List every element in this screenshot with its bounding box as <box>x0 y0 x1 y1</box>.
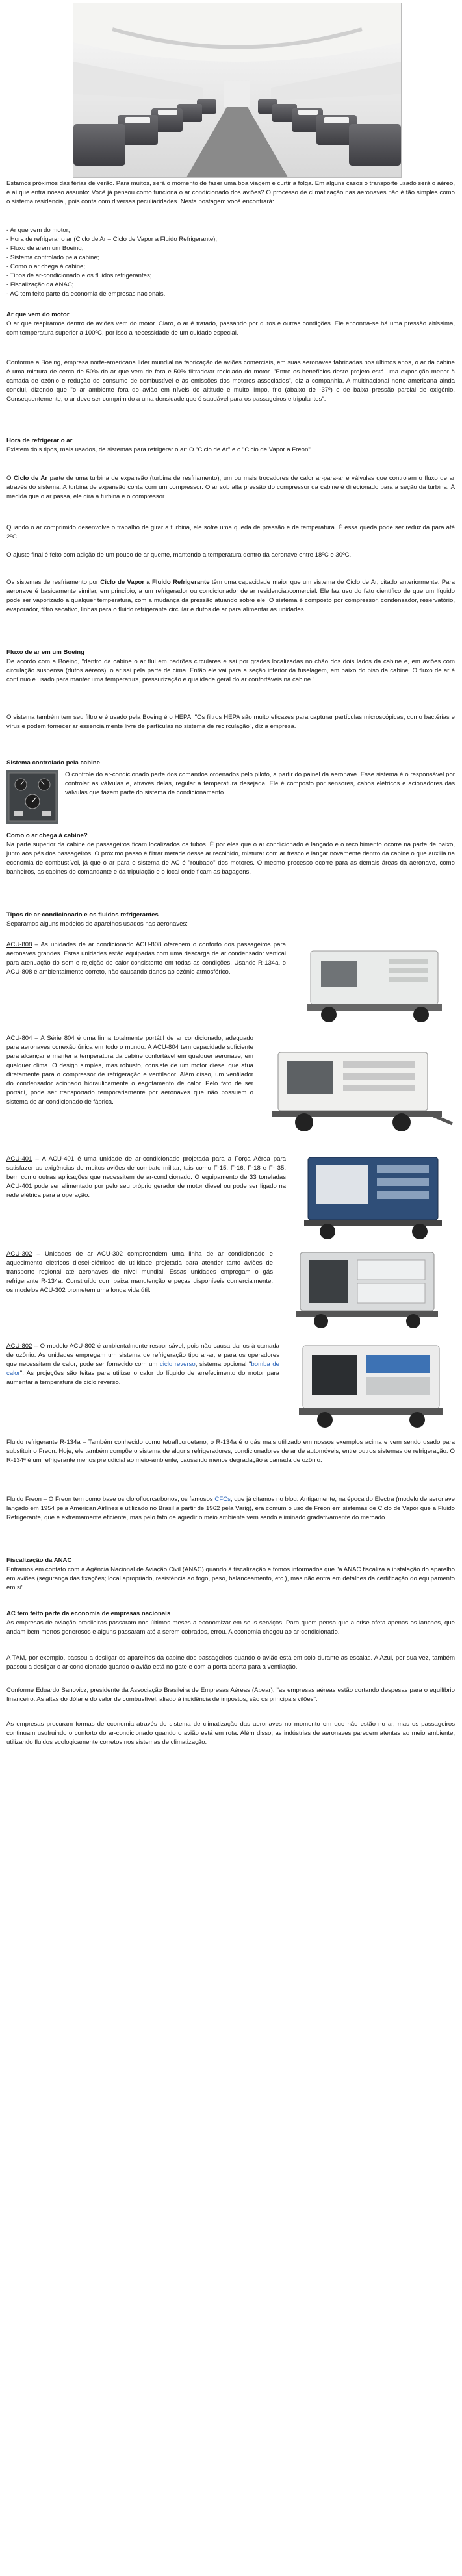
boeing-paragraph: Conforme a Boeing, empresa norte-americana líder mundial na fabricação de aviões comerciais, em suas aeronaves fabricadas nos últimos anos, o ar da cabine é uma mistura de cerca de 50% do ar que vem de fora e 50% filtrado/ar reciclado do motor. "Entre os benefícios deste projeto está uma exposição menor à camada de ozônio e redução do consumo de combustível e às emissões dos motores associados", diz a companhia. A multinacional norte-americana ainda conclui, dizendo que "o ar ambiente fora do avião em níveis de altitude é muito limpo, frio (abaixo de -37º) e de baixa pressão parcial de oxigênio. Consequentemente, o ar deve ser comprimido a uma densidade que é saudável para os passageiros e tripulantes". <box>6 359 455 403</box>
acu-802-image <box>286 1339 455 1430</box>
list-item: - Ar que vem do motor; <box>6 227 70 234</box>
bomba-de-calor-link[interactable]: bomba de calor <box>6 1361 279 1377</box>
hepa-paragraph: O sistema também tem seu filtro e é usado pela Boeing é o HEPA. "Os filtros HEPA são muito eficazes para capturar partículas microscópicas, como bactérias e vírus e podem fornecer ar essencialmente livre de partículas no sistema de recirculação", diz a empresa. <box>6 714 455 730</box>
list-item: - Fluxo de arem um Boeing; <box>6 245 84 252</box>
section-heading: Ar que vem do motor <box>6 311 70 318</box>
list-item: - Fiscalização da ANAC; <box>6 281 74 288</box>
section-engine-air: Ar que vem do motor O ar que respiramos dentro de aviões vem do motor. Claro, o ar é tratado, passando por dutos e outras condições. Ele encontra-se há uma pressão altíssima, com temperatura superior a 100ºC, por isso a necessidade de um cuidado especial. <box>6 311 455 336</box>
air-cycle-paragraph: O Ciclo de Ar parte de uma turbina de expansão (turbina de resfriamento), um ou mais trocadores de calor ar-para-ar e válvulas que controlam o fluxo de ar através do sistema. A turbina de expansão conta com um compressor. O ar sob alta pressão do compressor da cabine é direcionado para a seção da turbina. À medida que o ar passa, ele gira a turbina e o compressor. <box>6 475 455 500</box>
section-anac: Fiscalização da ANAC Entramos em contato com a Agência Nacional de Aviação Civil (ANAC) quando à fiscalização e fomos informados que "a ANAC fiscaliza a instalação do aparelho em aviões (segurança das fixações; local apropriado, resistência ao fogo, peso, balanceamento, etc.), mas não entra em detalhes da certificação do equipamento em si". <box>6 1557 455 1591</box>
acu-804-paragraph: ACU-804 – A Série 804 é uma linha totalmente portátil de ar condicionado, adequado para aeronaves conexão única em todo o mundo. A ACU-804 tem capacidade suficiente para alcançar e manter a temperatura da cabine confortável em qualquer aeronave, em qualquer clima. O design simples, mas robusto, consiste de um motor diesel que atua diretamente para o compressor de refrigeração e ventilador. Além disso, um ventilador do condensador acionado hidraulicamente o esgotamento de calor. Pelo fato de ser portátil, pode ser transportado temporariamente por aeronaves que não possuem o sistema de ar-condicionado de fábrica. <box>6 1035 253 1105</box>
section-refrigerate: Hora de refrigerar o ar Existem dois tipos, mais usados, de sistemas para refrigerar o ar: O "Ciclo de Ar" e o "Ciclo de Vapor a Freon". <box>6 436 455 455</box>
control-panel-image <box>6 770 58 824</box>
cfcs-link[interactable]: CFCs <box>214 1496 231 1503</box>
list-item: - Tipos de ar-condicionado e os fluidos refrigerantes; <box>6 272 152 279</box>
acu-302-image <box>279 1247 455 1330</box>
section-economy: AC tem feito parte da economia de empresas nacionais As empresas de aviação brasileiras passaram nos últimos meses a economizar em seus serviços. Para quem pensa que a crise afeta apenas os lanches, que andam bem menos generosos e alguns passaram até a serem cobrados, errou. A economia chegou ao ar-condicionado. <box>6 1610 455 1635</box>
section-cabin-control <box>6 759 455 768</box>
list-item: - Como o ar chega à cabine; <box>6 263 86 270</box>
section-ac-types: Tipos de ar-condicionado e os fluidos refrigerantes Separamos alguns modelos de aparelhos usados nas aeronaves: <box>6 911 455 929</box>
section-air-to-cabin: Como o ar chega à cabine? Na parte superior da cabine de passageiros ficam localizados os tubos. É por eles que o ar condicionado é lançado e o recolhimento ocorre na parte de baixo, junto aos pés dos passageiros. O próximo passo é filtrar metade desse ar recolhido, misturar com ar fresco e lançar novamente dentro da cabine o que auxilia na economia de combustível, já que o ar para o sistema de AC é "roubado" dos motores. O mesmo processo ocorre para as demais áreas da aeronave, como banheiros, as cabines do comandante e da tripulação e o local onde ficam as bagagens. <box>6 832 455 876</box>
abear-paragraph: Conforme Eduardo Sanovicz, presidente da Associação Brasileira de Empresas Aéreas (Abear), "as empresas aéreas estão cortando despesas para o equilíbrio financeiro. As altas do dólar e do valor de combustível, aliado à incidência de impostos, são os principais vilões". <box>6 1687 455 1703</box>
acu-802-paragraph: ACU-802 – O modelo ACU-802 é ambientalmente responsável, pois não causa danos à camada de ozônio. As unidades empregam um sistema de refrigeração tipo ar-ar, e para os operadores que necessitam de calor, pode ser fornecido com um ciclo reverso, sistema opcional "bomba de calor". As projeções são feitas para utilizar o calor do líquido de arrefecimento do motor para aumentar a temperatura de ciclo reverso. <box>6 1343 279 1386</box>
acu-401-paragraph: ACU-401 – A ACU-401 é uma unidade de ar-condicionado projetada para a Força Aérea para satisfazer as exigências de muitos aviões de combate militar, tais como F-15, F-16, F-18 e F- 35, bem como outras aplicações que necessitem de ar-condicionado. O equipamento de 33 toneladas ACU-401 pode ser alimentado por pelo seu próprio gerador de motor diesel ou pode ser ligado na rede elétrica para a operação. <box>6 1155 286 1199</box>
section-heading: Fluxo de ar em um Boeing <box>6 649 84 656</box>
section-heading: Hora de refrigerar o ar <box>6 437 73 444</box>
section-heading: Como o ar chega à cabine? <box>6 832 88 839</box>
acu-804-image <box>259 1039 455 1137</box>
closing-paragraph: As empresas procuram formas de economia através do sistema de climatização das aeronaves no momento em que não estão no ar, mas os passageiros continuam usufruindo o conforto do ar-condicionado quando o avião está em rota. Além disso, as indústrias de aeronaves parecem atentas ao meio ambiente, utilizando fluidos ecologicamente corretos nos sistemas de climatização. <box>6 1721 455 1746</box>
airplane-cabin-image <box>73 3 402 178</box>
section-heading: Fiscalização da ANAC <box>6 1557 72 1564</box>
table-of-contents <box>6 226 455 299</box>
intro-paragraph: Estamos próximos das férias de verão. Para muitos, será o momento de fazer uma boa viagem e curtir a folga. Em alguns casos o transporte usado será o aéreo, é aí que entra nosso assunto: Você já pensou como funciona o ar condicionado dos aviões? O processo de climatização nas aeronaves não é tão simples como o sistema residencial, pois conta com diversas peculiaridades. Nesta postagem você encontrará: <box>6 180 455 205</box>
section-heading: Tipos de ar-condicionado e os fluidos refrigerantes <box>6 911 159 918</box>
section-heading: AC tem feito parte da economia de empresas nacionais <box>6 1610 171 1617</box>
acu-808-image <box>291 942 455 1028</box>
section-boeing-airflow: Fluxo de ar em um Boeing De acordo com a Boeing, "dentro da cabine o ar flui em padrões circulares e sai por grades localizadas no chão dos dois lados da cabine e, em aviões com circulação suspensa (dutos aéreos), o ar sai pela parte de cima. Então ele vai para a seção inferior da fuselagem, em baixo do piso da cabine. O fluxo de ar é contínuo e usado para manter uma temperatura, pressurização e qualidade geral do ar confortáveis na cabine." <box>6 649 455 683</box>
freon-paragraph: Fluido Freon – O Freon tem como base os clorofluorcarbonos, os famosos CFCs, que já citamos no blog. Antigamente, na época do Electra (modelo de aeronave lançado em 1954 pela American Airlines e utilizado no Brasil a partir de 1962 pela Varig), era comum o uso de Freon em sistemas de Ciclo de Vapor que a Fluido Refrigerante, que é extremamente eficiente, mas pelo fato de agredir o meio ambiente vem sendo eliminado gradativamente do mercado. <box>6 1496 456 1521</box>
section-heading: Sistema controlado pela cabine <box>6 759 100 766</box>
list-item: - Sistema controlado pela cabine; <box>6 254 99 261</box>
r134a-paragraph: Fluido refrigerante R-134a – Também conhecido como tetrafluoroetano, o R-134a é o gás mais utilizado em nossos exemplos acima e vem sendo usado para substituir o Freon. Hoje, ele também compõe o sistema de alguns refrigeradores, condicionadores de ar de automóveis, entre outros sistemas de refrigeração. O R-134ª é um refrigerante menos prejudicial ao meio-ambiente, causando menos degradação à camada de ozônio. <box>6 1439 455 1464</box>
acu-401-image <box>292 1151 455 1242</box>
vapor-cycle-paragraph: Os sistemas de resfriamento por Ciclo de Vapor a Fluido Refrigerante têm uma capacidade maior que um sistema de Ciclo de Ar, citado anteriormente. Para aeronave é basicamente similar, em princípio, a um refrigerador ou condicionador de ar residencial/comercial. Ele faz uso do fato científico de que um líquido pode ser vaporizado a qualquer temperatura, com a mudança da pressão atuando sobre ele. O sistema é composto por compressor, condensador, reservatório, evaporador, filtro secativo, linhas para o fluido refrigerante circular e dutos de ar para alimentar as unidades. <box>6 579 455 613</box>
ciclo-reverso-link[interactable]: ciclo reverso <box>160 1361 196 1368</box>
pressure-drop-paragraph: Quando o ar comprimido desenvolve o trabalho de girar a turbina, ele sofre uma queda de pressão e de temperatura. É essa queda pode ser reduzida para até 2ºC. <box>6 524 455 540</box>
final-adjust-paragraph: O ajuste final é feito com adição de um pouco de ar quente, mantendo a temperatura dentro da aeronave entre 18ºC e 30ºC. <box>6 551 352 559</box>
acu-302-paragraph: ACU-302 – Unidades de ar ACU-302 compreendem uma linha de ar condicionado e aquecimento elétricos diesel-elétricos de utilidade projetada para atender tanto aviões de transporte regional até aeronaves de nível mundial. Essas unidades empregam o gás refrigerante R-134a. Construído com baixa manutenção e peças disponíveis comercialmente, os modelos ACU-302 prometem uma longa vida útil. <box>6 1250 273 1294</box>
acu-808-paragraph: ACU-808 – As unidades de ar condicionado ACU-808 oferecem o conforto dos passageiros para aeronaves grandes. Estas unidades estão equipadas com uma descarga de ar condensador vertical para atenuação do som e rejeição de calor consistente em todas as condições. Usando R-134a, o ACU-808 é ambientalmente correto, não causando danos ao ozônio atmosférico. <box>6 941 286 976</box>
tam-azul-paragraph: A TAM, por exemplo, passou a desligar os aparelhos da cabine dos passageiros quando o avião está em solo durante as escalas. A Azul, por sua vez, também passou a desligar o ar-condicionado quando o avião está no gate e com a porta aberta para a ventilação. <box>6 1654 455 1671</box>
list-item: - AC tem feito parte da economia de empresas nacionais. <box>6 290 166 297</box>
list-item: - Hora de refrigerar o ar (Ciclo de Ar – Ciclo de Vapor a Fluido Refrigerante); <box>6 236 218 243</box>
cabin-control-paragraph: O controle do ar-condicionado parte dos comandos ordenados pelo piloto, a partir do painel da aeronave. Esse sistema é o responsável por controlar as válvulas e, através delas, regular a temperatura desejada. Ele é composto por sensores, cabos elétricos e acionadores das válvulas que fazem parte do sistema de condicionamento. <box>65 771 455 796</box>
